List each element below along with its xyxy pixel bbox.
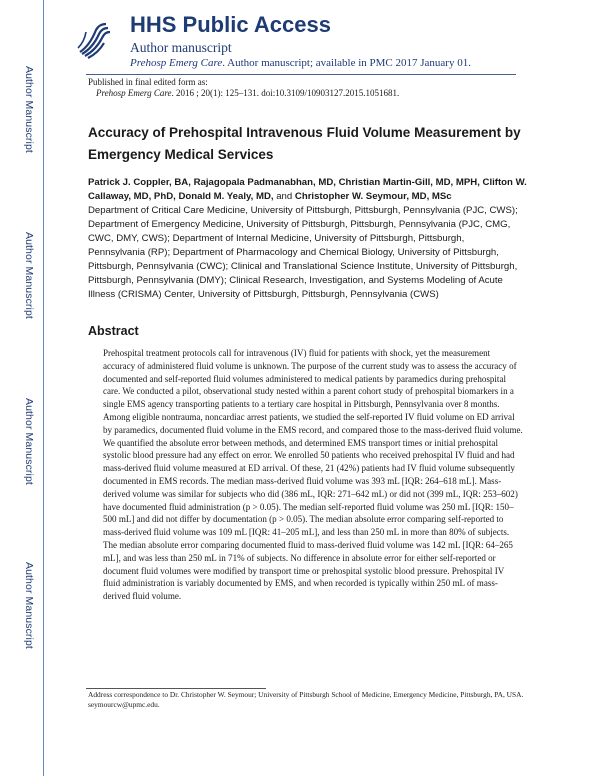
- affiliations: Department of Critical Care Medicine, University of Pittsburgh, Pittsburgh, Pennsylvania (PJC, CWS); Department of Emergency Medicine, University of Pittsburgh, Pittsburgh, Pennsylvania (PJC, CMG, CWC, DMY, CWS); Department of Internal Medicine, University of Pittsburgh, Pittsburgh, Pennsylvania (RP); Department of Pharmacology and Chemical Biology, University of Pittsburgh, Pittsburgh, Pennsylvania (CWC); Clinical and Translational Science Institute, University of Pittsburgh, Pittsburgh, Pennsylvania (DMY); Clinical Research, Investigation, and Systems Modeling of Acute Illness (CRISMA) Center, University of Pittsburgh, Pittsburgh, Pennsylvania (CWS): [88, 205, 518, 300]
- hhs-public-access-title: HHS Public Access: [130, 12, 331, 37]
- author: Christopher W. Seymour, MD, MSc: [294, 191, 452, 202]
- author: Donald M. Yealy, MD: [178, 191, 271, 202]
- citation: [96, 88, 399, 98]
- author: Patrick J. Coppler, BA: [88, 177, 189, 188]
- sidebar-label-3: Author Manuscript: [23, 398, 35, 485]
- citation-journal: Prehosp Emerg Care: [96, 88, 172, 98]
- sidebar-label-2: Author Manuscript: [23, 232, 35, 319]
- author-list: Patrick J. Coppler, BA, Rajagopala Padmanabhan, MD, Christian Martin-Gill, MD, MPH, Clifton W. Callaway, MD, PhD, Donald M. Yealy, MD, and Christopher W. Seymour, MD, MSc: [88, 177, 527, 202]
- hhs-eagle-logo-icon: [76, 18, 112, 60]
- author: Rajagopala Padmanabhan, MD: [193, 177, 334, 188]
- correspondence-footnote: Address correspondence to Dr. Christopher W. Seymour; University of Pittsburgh School of Medicine, Emergency Medicine, Pittsburgh, PA, USA. seymourcw@upmc.edu.: [88, 690, 524, 709]
- journal-availability: [130, 57, 471, 69]
- abstract-heading: Abstract: [88, 324, 139, 338]
- sidebar-divider: [43, 0, 44, 776]
- journal-abbrev: Prehosp Emerg Care: [130, 57, 223, 69]
- author: Christian Martin-Gill, MD, MPH: [338, 177, 478, 188]
- article-title: Accuracy of Prehospital Intravenous Fluid Volume Measurement by Emergency Medical Services: [88, 125, 521, 162]
- author-manuscript-subtitle: Author manuscript: [130, 40, 232, 55]
- citation-details: . 2016 ; 20(1): 125–131. doi:10.3109/10903127.2015.1051681.: [171, 88, 400, 98]
- availability-text: . Author manuscript; available in PMC 2017 January 01.: [222, 57, 471, 69]
- abstract-body: Prehospital treatment protocols call for intravenous (IV) fluid for patients with shock, yet the measurement accuracy of administered fluid volume is unknown. The purpose of the current study was to assess the accuracy of documented and self-reported fluid volumes administered to medical patients by paramedics during prehospital care. We conducted a pilot, observational study nested within a parent cohort study of prehospital biomarkers in a single EMS agency transporting patients to a tertiary care hospital in Pittsburgh, Pennsylvania over 8 months. Among eligible nontrauma, noncardiac arrest patients, we studied the self-reported IV fluid volume on ED arrival by paramedics, documented fluid volume in the EMS record, and compared those to the mass-derived fluid volume. We quantified the absolute error between methods, and determined EMS transport times or initial prehospital systolic blood pressure had any effect on error. We enrolled 50 patients who received prehospital IV fluid and had mass-derived fluid volume measured at ED arrival. Of these, 21 (42%) patients had IV fluid volume subsequently documented in EMS records. The median mass-derived fluid volume was 393 mL [IQR: 264–618 mL]. Mass-derived volume was similar for subjects who did (386 mL, IQR: 271–642 mL) or did not (399 mL, IQR: 253–602) have documented fluid administration (p > 0.05). The median self-reported fluid volume was 250 mL [IQR: 150–500 mL] and did not differ by documentation (p > 0.05). The median absolute error comparing self-reported to mass-derived fluid volume was 109 mL [IQR: 41–205 mL], and less than 250 mL in more than 80% of subjects. The median absolute error comparing documented fluid to mass-derived fluid volume was 142 mL [IQR: 64–265 mL], and was less than 250 mL in 71% of subjects. No difference in absolute error for either self-reported or document fluid volumes were modified by transport time or prehospital systolic blood pressure. Prehospital IV fluid administration is variably documented by EMS, and when recorded is typically within 250 mL of mass-derived fluid volume.: [103, 348, 523, 602]
- header-rule: [86, 74, 516, 75]
- author-conjunction: and: [276, 191, 293, 202]
- footnote-rule: [86, 688, 266, 689]
- published-label: Published in final edited form as:: [88, 77, 208, 87]
- manuscript-sidebar: [0, 0, 62, 776]
- author: Clifton W. Callaway, MD, PhD: [88, 177, 527, 202]
- sidebar-label-1: Author Manuscript: [23, 66, 35, 153]
- sidebar-label-4: Author Manuscript: [23, 562, 35, 649]
